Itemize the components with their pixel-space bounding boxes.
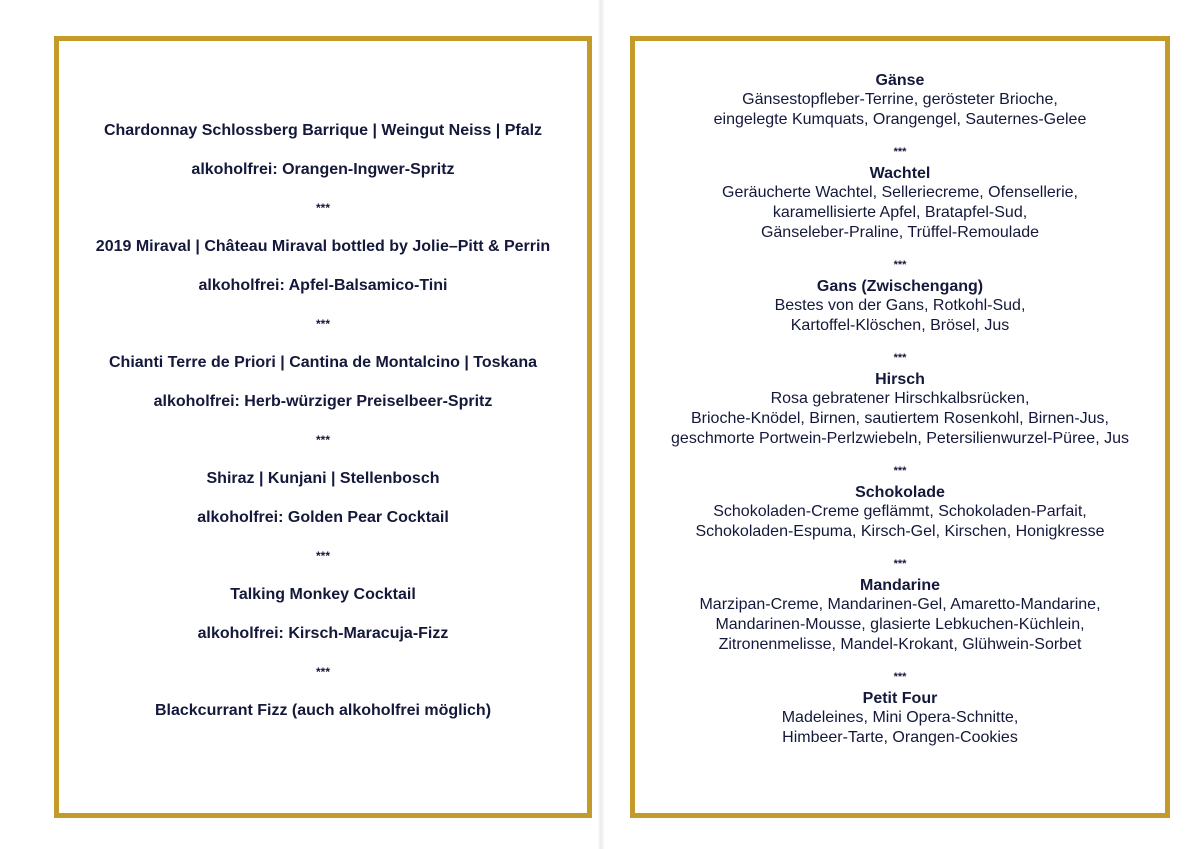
course-description-line: Gänseleber-Praline, Trüffel-Remoulade xyxy=(760,224,1040,241)
separator: *** xyxy=(315,665,330,679)
separator: *** xyxy=(315,549,330,563)
course-description-line: geschmorte Portwein-Perlzwiebeln, Petersilienwurzel-Püree, Jus xyxy=(671,430,1129,447)
drink-name: Talking Monkey Cocktail xyxy=(230,586,416,603)
drink-name: 2019 Miraval | Château Miraval bottled by Jolie–Pitt & Perrin xyxy=(95,238,551,255)
course-description-line: Schokoladen-Espuma, Kirsch-Gel, Kirschen, Honigkresse xyxy=(695,523,1105,540)
courses-list xyxy=(635,71,1165,748)
course-title: Gänse xyxy=(875,72,925,89)
drink-name: Chardonnay Schlossberg Barrique | Weingut Neiss | Pfalz xyxy=(103,122,543,139)
separator: *** xyxy=(315,201,330,215)
separator: *** xyxy=(893,146,907,158)
course-title: Petit Four xyxy=(862,690,938,707)
course-description-line: Himbeer-Tarte, Orangen-Cookies xyxy=(782,729,1018,746)
course-description-line: Schokoladen-Creme geflämmt, Schokoladen-Parfait, xyxy=(713,503,1087,520)
drink-alcohol-free: alkoholfrei: Apfel-Balsamico-Tini xyxy=(198,277,448,294)
separator: *** xyxy=(893,465,907,477)
drink-alcohol-free: alkoholfrei: Golden Pear Cocktail xyxy=(197,509,449,526)
course-description-line: Marzipan-Creme, Mandarinen-Gel, Amaretto-Mandarine, xyxy=(699,596,1101,613)
course-title: Gans (Zwischengang) xyxy=(816,278,984,295)
course-description-line: Brioche-Knödel, Birnen, sautiertem Rosenkohl, Birnen-Jus, xyxy=(691,410,1109,427)
page-fold xyxy=(598,0,604,849)
course-description-line: Zitronenmelisse, Mandel-Krokant, Glühwein-Sorbet xyxy=(718,636,1082,653)
course-description-line: Bestes von der Gans, Rotkohl-Sud, xyxy=(774,297,1026,314)
course-title: Mandarine xyxy=(859,577,940,594)
drink-name: Chianti Terre de Priori | Cantina de Montalcino | Toskana xyxy=(109,354,537,371)
course-description-line: Gänsestopfleber-Terrine, gerösteter Brioche, xyxy=(742,91,1058,108)
separator: *** xyxy=(893,259,907,271)
separator: *** xyxy=(893,558,907,570)
drink-name: Blackcurrant Fizz (auch alkoholfrei möglich) xyxy=(154,702,492,719)
drink-alcohol-free: alkoholfrei: Orangen-Ingwer-Spritz xyxy=(191,161,455,178)
separator: *** xyxy=(893,352,907,364)
separator: *** xyxy=(315,317,330,331)
course-description-line: Kartoffel-Klöschen, Brösel, Jus xyxy=(790,317,1010,334)
course-title: Schokolade xyxy=(855,484,945,501)
drink-name: Shiraz | Kunjani | Stellenbosch xyxy=(206,470,440,487)
courses-panel xyxy=(630,36,1170,818)
course-description-line: Mandarinen-Mousse, glasierte Lebkuchen-Küchlein, xyxy=(715,616,1085,633)
course-description-line: eingelegte Kumquats, Orangengel, Sauternes-Gelee xyxy=(713,111,1087,128)
course-title: Wachtel xyxy=(869,165,931,182)
drink-alcohol-free: alkoholfrei: Kirsch-Maracuja-Fizz xyxy=(197,625,449,642)
separator: *** xyxy=(315,433,330,447)
course-title: Hirsch xyxy=(875,371,925,388)
drink-alcohol-free: alkoholfrei: Herb-würziger Preiselbeer-Spritz xyxy=(153,393,493,410)
course-description-line: Rosa gebratener Hirschkalbsrücken, xyxy=(770,390,1030,407)
separator: *** xyxy=(893,671,907,683)
drinks-panel xyxy=(54,36,592,818)
course-description-line: karamellisierte Apfel, Bratapfel-Sud, xyxy=(772,204,1028,221)
course-description-line: Geräucherte Wachtel, Selleriecreme, Ofensellerie, xyxy=(722,184,1078,201)
drinks-list xyxy=(59,121,587,720)
course-description-line: Madeleines, Mini Opera-Schnitte, xyxy=(781,709,1019,726)
